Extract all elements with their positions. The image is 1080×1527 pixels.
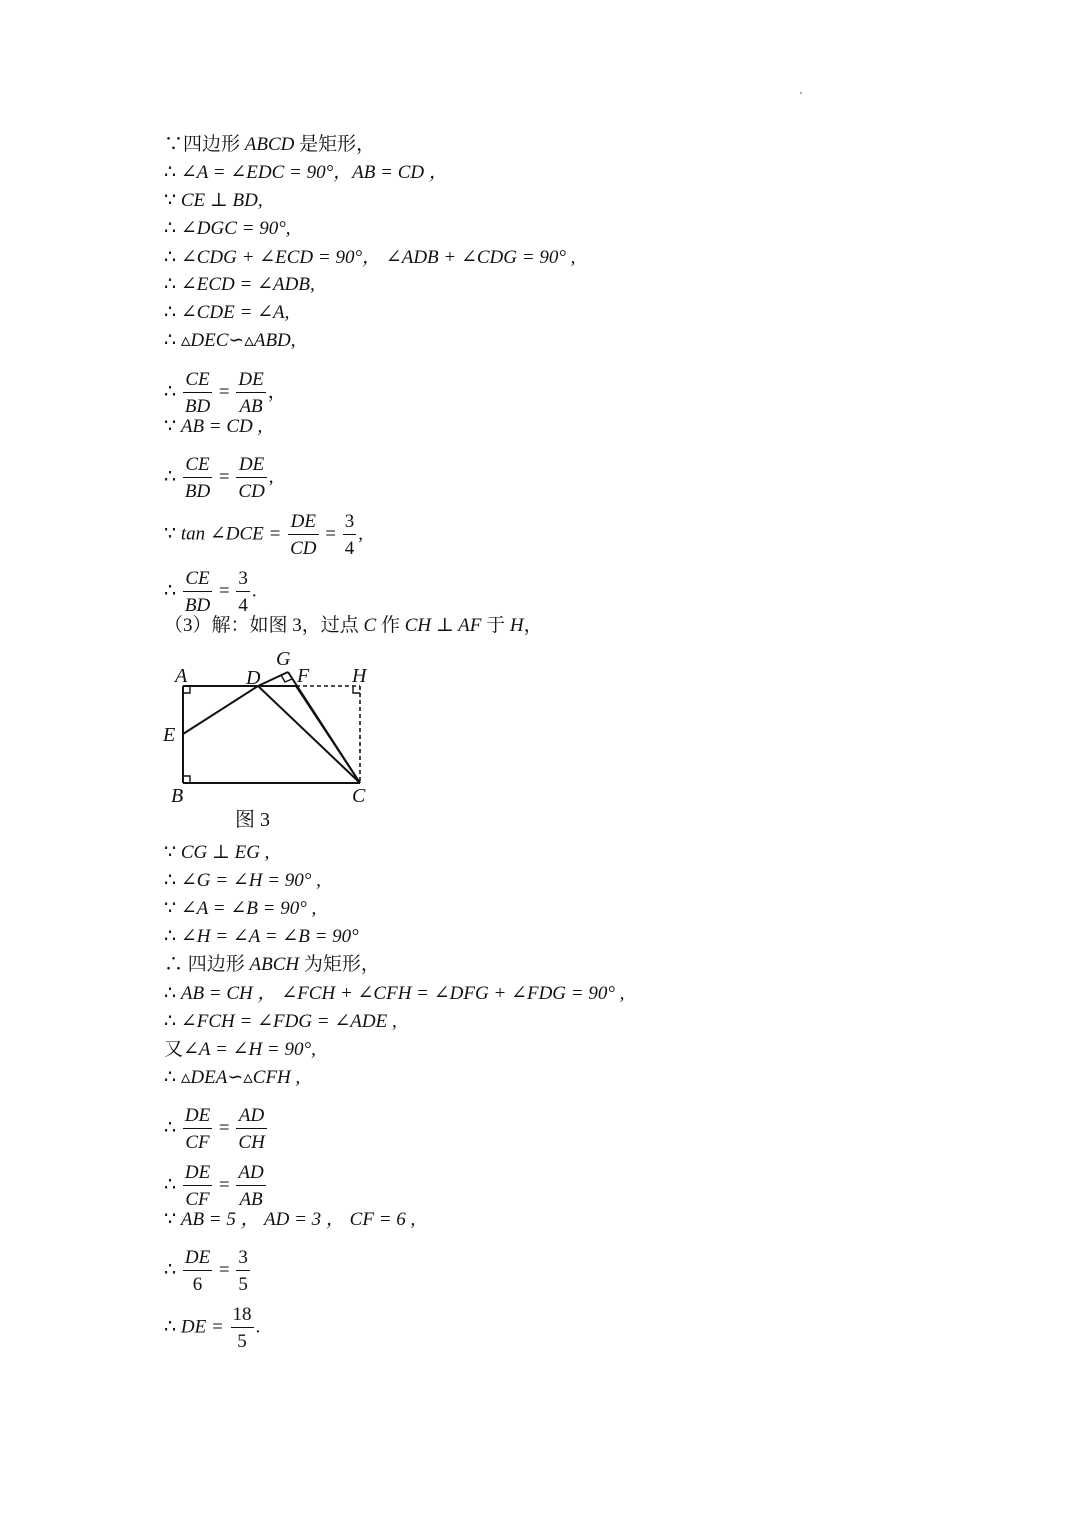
numerator: DE: [183, 1163, 212, 1186]
denominator: CF: [185, 1132, 210, 1153]
solution-line-28: [164, 1304, 261, 1352]
punctuation: .: [255, 1316, 261, 1338]
solution-line-24: [164, 1105, 269, 1153]
math-expression: tan ∠DCE =: [180, 523, 282, 545]
denominator: CF: [185, 1189, 210, 1210]
numerator: 3: [236, 1248, 250, 1271]
therefore-symbol: ∴: [164, 983, 177, 1004]
math-expression: AB = 5 ， AD = 3 ， CF = 6 ,: [180, 1209, 416, 1230]
equals-sign: =: [218, 466, 230, 488]
fraction: [236, 1163, 265, 1209]
fraction: [288, 512, 318, 558]
therefore-symbol: ∴: [164, 1316, 177, 1338]
denominator: BD: [184, 481, 211, 502]
numerator: DE: [288, 512, 318, 535]
solution-line-9: [164, 369, 287, 417]
solution-line-27: [164, 1247, 252, 1295]
figure-caption: 图 3: [235, 809, 270, 831]
because-symbol: ∵: [164, 190, 177, 211]
math-expression: CE ⊥ BD,: [180, 190, 263, 211]
segment-ed: [183, 686, 258, 734]
denominator: BD: [184, 396, 211, 417]
because-symbol: ∵: [164, 134, 184, 155]
denominator: 6: [192, 1274, 203, 1295]
denominator: 4: [238, 595, 248, 616]
right-angle-mark-a: [183, 686, 190, 693]
solution-line-13: [164, 568, 257, 616]
therefore-symbol: ∴: [164, 302, 177, 323]
numerator: 3: [343, 512, 357, 535]
variable: C: [363, 615, 377, 636]
solution-line-2: [164, 158, 448, 188]
solution-line-26: [164, 1205, 415, 1235]
fraction: [343, 512, 357, 558]
therefore-symbol: ∴: [164, 247, 177, 268]
therefore-symbol: ∴: [164, 954, 184, 975]
solution-line-19: [164, 950, 380, 980]
numerator: 18: [231, 1305, 254, 1328]
denominator: 4: [344, 538, 355, 559]
solution-line-3: [164, 186, 263, 216]
geometry-figure-3: [158, 644, 388, 834]
math-expression: CH ⊥ AF: [404, 615, 482, 636]
therefore-symbol: ∴: [164, 926, 177, 947]
solution-line-15: [164, 838, 269, 868]
solution-line-4: [164, 214, 291, 244]
solution-line-18: [164, 922, 359, 952]
math-expression: ∠H = ∠A = ∠B = 90°: [180, 926, 359, 947]
solution-line-7: [164, 298, 289, 328]
equals-sign: =: [218, 580, 230, 602]
numerator: DE: [183, 1106, 212, 1129]
variable: ABCH: [249, 954, 300, 975]
denominator: 5: [237, 1331, 247, 1352]
fraction: [236, 1248, 250, 1294]
equals-sign: =: [218, 1259, 230, 1281]
math-expression: AB = CD ,: [180, 416, 263, 437]
solution-line-20: [164, 979, 624, 1009]
numerator: 3: [236, 569, 250, 592]
solution-line-14: [164, 611, 543, 641]
solution-line-22: [164, 1035, 316, 1065]
variable: H: [509, 615, 524, 636]
solution-line-17: [164, 894, 316, 924]
numerator: AD: [236, 1106, 266, 1129]
therefore-symbol: ∴: [164, 274, 177, 295]
fraction: [183, 455, 212, 501]
fraction: [183, 1106, 212, 1152]
math-expression: AB = CH ， ∠FCH + ∠CFH = ∠DFG + ∠FDG = 90° ,: [180, 983, 625, 1004]
because-symbol: ∵: [164, 898, 177, 919]
numerator: DE: [183, 1248, 212, 1271]
fraction: [183, 1248, 212, 1294]
therefore-symbol: ∴: [164, 466, 177, 488]
numerator: DE: [236, 455, 266, 478]
numerator: DE: [236, 370, 265, 393]
solution-line-6: [164, 270, 315, 300]
therefore-symbol: ∴: [164, 162, 177, 183]
fraction: [183, 569, 212, 615]
fraction: [236, 569, 250, 615]
label-h: H: [352, 665, 367, 687]
text: （3）解：如图 3，过点: [164, 615, 364, 636]
therefore-symbol: ∴: [164, 1174, 177, 1196]
denominator: CH: [238, 1132, 265, 1153]
denominator: AB: [239, 1189, 263, 1210]
math-expression: CG ⊥ EG ,: [180, 842, 270, 863]
therefore-symbol: ∴: [164, 580, 177, 602]
math-expression: DE =: [180, 1316, 224, 1338]
label-g: G: [276, 648, 291, 670]
solution-line-1: [164, 130, 375, 160]
solution-line-11: [164, 454, 274, 502]
fraction: [183, 370, 212, 416]
because-symbol: ∵: [164, 1209, 177, 1230]
fraction: [236, 370, 265, 416]
solution-line-16: [164, 866, 321, 896]
punctuation: ,: [358, 523, 363, 545]
text: 为矩形，: [299, 954, 380, 975]
solution-line-12: [164, 511, 363, 559]
equals-sign: =: [218, 1174, 230, 1196]
label-d: D: [246, 667, 261, 689]
text: 作: [376, 615, 405, 636]
right-angle-mark-b: [183, 776, 190, 783]
math-expression: ∠CDE = ∠A,: [180, 302, 290, 323]
text: 又: [164, 1039, 184, 1060]
segment-dc: [258, 686, 360, 783]
label-b: B: [171, 785, 184, 807]
label-a: A: [175, 665, 188, 687]
because-symbol: ∵: [164, 416, 177, 437]
math-expression: ▵DEC∽▵ABD,: [180, 330, 296, 351]
therefore-symbol: ∴: [164, 870, 177, 891]
right-angle-mark-h: [353, 686, 360, 693]
label-f: F: [297, 665, 310, 687]
therefore-symbol: ∴: [164, 1011, 177, 1032]
solution-line-5: [164, 243, 575, 273]
math-expression: ▵DEA∽▵CFH ,: [180, 1067, 301, 1088]
punctuation: .: [251, 580, 257, 602]
solution-line-8: [164, 326, 296, 356]
numerator: AD: [236, 1163, 265, 1186]
therefore-symbol: ∴: [164, 1259, 177, 1281]
punctuation: ,: [268, 466, 274, 488]
numerator: CE: [183, 455, 212, 478]
numerator: CE: [183, 569, 212, 592]
variable: ABCD: [244, 134, 295, 155]
math-expression: ∠CDG + ∠ECD = 90°， ∠ADB + ∠CDG = 90° ,: [180, 247, 576, 268]
therefore-symbol: ∴: [164, 381, 177, 403]
equals-sign: =: [325, 523, 336, 545]
because-symbol: ∵: [164, 523, 177, 545]
fraction: [236, 1106, 266, 1152]
solution-line-25: [164, 1162, 268, 1210]
segment-fc: [296, 686, 360, 783]
math-expression: ∠A = ∠B = 90° ,: [180, 898, 317, 919]
denominator: CD: [238, 481, 265, 502]
therefore-symbol: ∴: [164, 330, 177, 351]
therefore-symbol: ∴: [164, 218, 177, 239]
text: 是矩形，: [294, 134, 376, 155]
math-expression: ∠DGC = 90°,: [180, 218, 291, 239]
denominator: AB: [239, 396, 263, 417]
math-expression: ∠FCH = ∠FDG = ∠ADE ,: [180, 1011, 397, 1032]
fraction: [231, 1305, 254, 1351]
therefore-symbol: ∴: [164, 1067, 177, 1088]
math-expression: ∠A = ∠H = 90°,: [183, 1039, 316, 1060]
label-c: C: [352, 785, 366, 807]
fraction: [236, 455, 266, 501]
solution-line-10: [164, 412, 262, 442]
math-expression: ∠G = ∠H = 90° ,: [180, 870, 321, 891]
math-expression: ∠ECD = ∠ADB,: [180, 274, 315, 295]
denominator: CD: [290, 538, 317, 559]
therefore-symbol: ∴: [164, 1117, 177, 1139]
text: 四边形: [183, 954, 250, 975]
numerator: CE: [183, 370, 212, 393]
denominator: BD: [184, 595, 211, 616]
math-expression: ∠A = ∠EDC = 90°，AB = CD ，: [180, 162, 448, 183]
text: 四边形: [183, 134, 245, 155]
solution-line-23: [164, 1063, 300, 1093]
solution-line-21: [164, 1007, 397, 1037]
equals-sign: =: [218, 1117, 230, 1139]
fraction: [183, 1163, 212, 1209]
text: ，: [523, 615, 543, 636]
speck-mark: [800, 92, 802, 94]
equals-sign: =: [218, 381, 230, 403]
punctuation: ，: [267, 381, 287, 403]
label-e: E: [163, 724, 176, 746]
because-symbol: ∵: [164, 842, 177, 863]
denominator: 5: [238, 1274, 248, 1295]
text: 于: [481, 615, 510, 636]
